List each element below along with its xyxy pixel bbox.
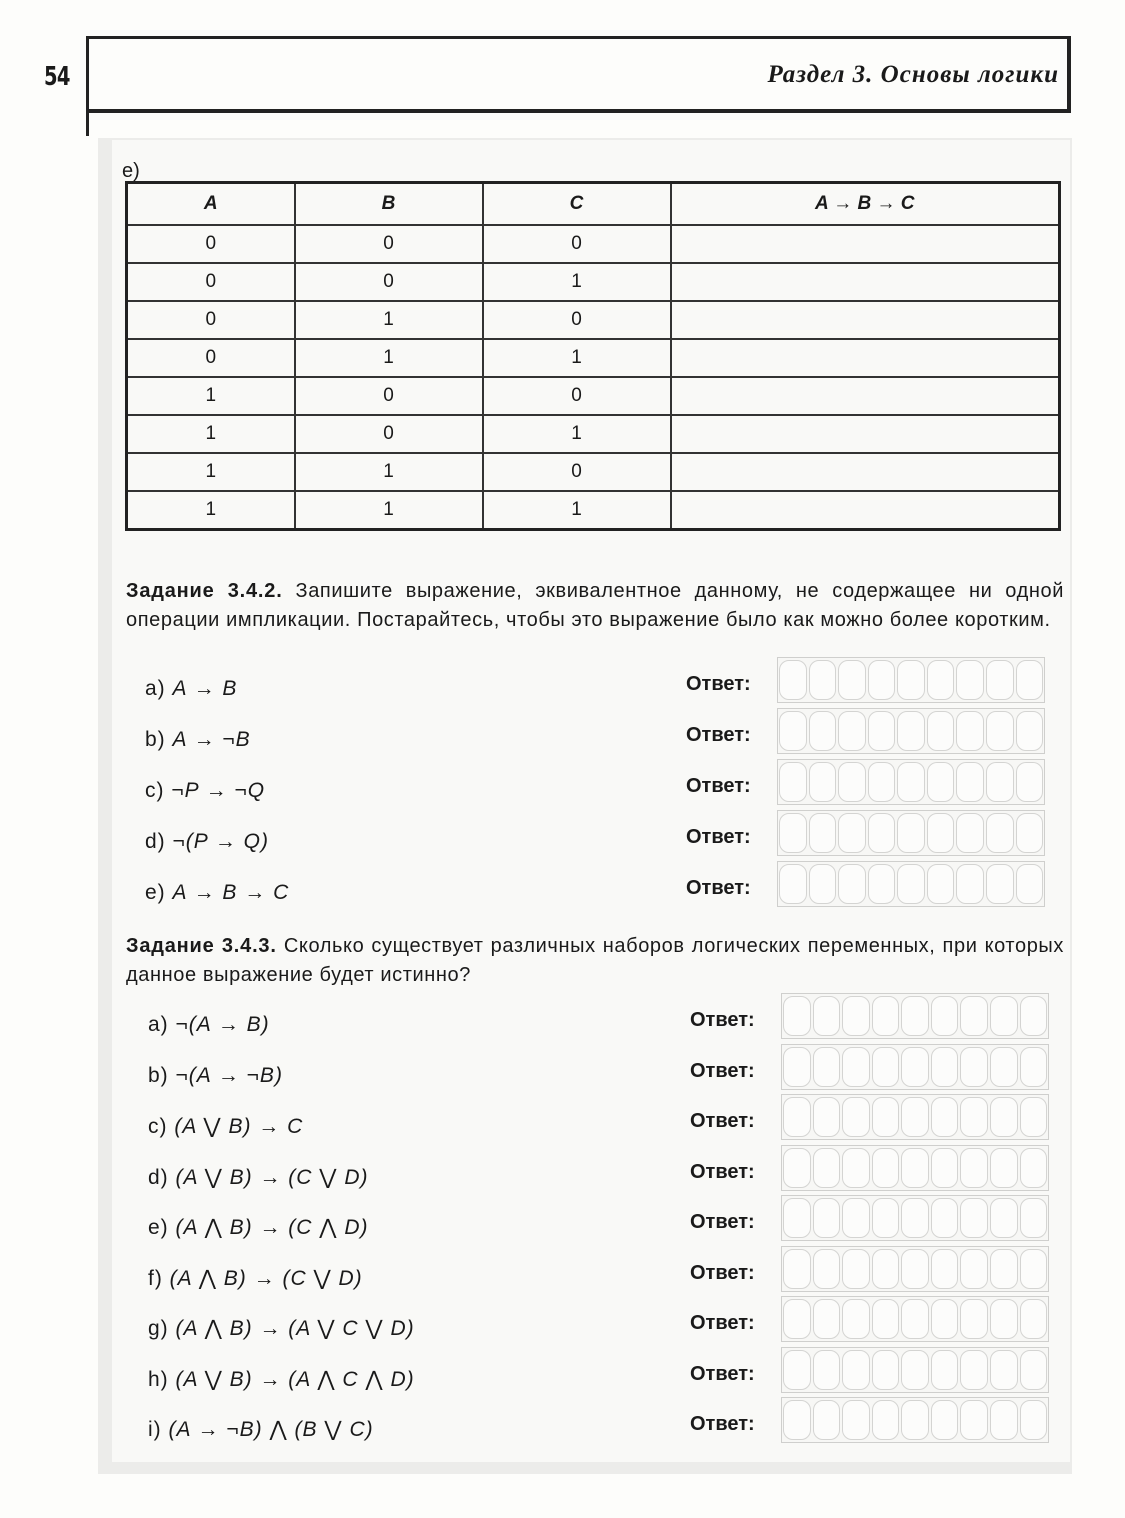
answer-cell[interactable]	[897, 660, 925, 700]
result-cell[interactable]	[671, 491, 1060, 530]
answer-cell[interactable]	[842, 996, 870, 1036]
answer-cell[interactable]	[931, 1148, 959, 1188]
answer-label: Ответ:	[690, 1009, 755, 1031]
answer-label: Ответ:	[686, 724, 751, 746]
task-title: Задание 3.4.3.	[126, 935, 277, 957]
task3-item	[148, 1165, 369, 1190]
answer-cell[interactable]	[960, 1097, 988, 1137]
answer-cell[interactable]	[927, 813, 955, 853]
item-expression: (A → ¬B) ⋀ (B ⋁ C)	[168, 1418, 374, 1441]
answer-label: Ответ:	[686, 673, 751, 695]
result-cell[interactable]	[671, 263, 1060, 301]
value-cell: 1	[295, 453, 483, 491]
answer-cell[interactable]	[1020, 1400, 1048, 1440]
answer-cell[interactable]	[901, 996, 929, 1036]
value-cell: 1	[127, 453, 295, 491]
answer-cell[interactable]	[1016, 660, 1044, 700]
answer-grid[interactable]	[781, 1246, 1049, 1292]
answer-label: Ответ:	[690, 1261, 755, 1284]
answer-grid[interactable]	[781, 993, 1049, 1039]
answer-cell[interactable]	[813, 1148, 841, 1188]
value-cell: 0	[127, 225, 295, 263]
task3-item	[148, 1417, 374, 1442]
table-row	[127, 225, 1060, 263]
answer-cell[interactable]	[986, 711, 1014, 751]
answer-cell[interactable]	[1020, 996, 1048, 1036]
answer-cell[interactable]	[990, 1350, 1018, 1390]
table-row	[127, 263, 1060, 301]
answer-cell[interactable]	[901, 1249, 929, 1289]
answer-cell[interactable]	[1020, 1299, 1048, 1339]
answer-cell[interactable]	[842, 1148, 870, 1188]
answer-label: Ответ:	[690, 1362, 755, 1385]
value-cell: 0	[127, 339, 295, 377]
value-cell: 1	[127, 415, 295, 453]
task2-item	[145, 677, 237, 701]
answer-label: Ответ:	[690, 1312, 755, 1334]
answer-cell[interactable]	[897, 864, 925, 904]
item-label: d)	[148, 1165, 176, 1189]
answer-label: Ответ:	[686, 826, 751, 848]
value-cell: 1	[483, 263, 671, 301]
answer-cell[interactable]	[990, 1047, 1018, 1087]
answer-cell[interactable]	[1020, 1249, 1048, 1289]
answer-grid[interactable]	[781, 1044, 1049, 1090]
answer-cell[interactable]	[872, 1097, 900, 1137]
answer-grid[interactable]	[777, 861, 1045, 907]
item-expression: (A ⋀ B) → (A ⋁ C ⋁ D)	[175, 1317, 415, 1340]
value-cell: 0	[483, 301, 671, 339]
answer-cell[interactable]	[813, 1249, 841, 1289]
value-cell: 0	[295, 225, 483, 263]
answer-cell[interactable]	[931, 1350, 959, 1390]
task2-item	[145, 779, 265, 803]
answer-cell[interactable]	[927, 864, 955, 904]
answer-cell[interactable]	[927, 660, 955, 700]
answer-cell[interactable]	[842, 1047, 870, 1087]
answer-cell[interactable]	[986, 660, 1014, 700]
item-expression: ¬(P → Q)	[172, 830, 269, 853]
answer-cell[interactable]	[990, 1198, 1018, 1238]
answer-cell[interactable]	[783, 1148, 811, 1188]
answer-cell[interactable]	[956, 813, 984, 853]
answer-cell[interactable]	[986, 813, 1014, 853]
result-cell[interactable]	[671, 415, 1060, 453]
table-row	[127, 377, 1060, 415]
result-cell[interactable]	[671, 225, 1060, 263]
header-b: B	[295, 183, 483, 226]
answer-cell[interactable]	[872, 1198, 900, 1238]
subtask-label: e)	[122, 160, 140, 182]
answer-cell[interactable]	[986, 864, 1014, 904]
item-expression: (A ⋁ B) → (A ⋀ C ⋀ D)	[175, 1367, 415, 1391]
value-cell: 0	[483, 225, 671, 263]
table-row	[127, 415, 1060, 453]
answer-cell[interactable]	[960, 1047, 988, 1087]
answer-cell[interactable]	[783, 1249, 811, 1289]
answer-cell[interactable]	[956, 711, 984, 751]
answer-cell[interactable]	[838, 711, 866, 751]
value-cell: 1	[483, 339, 671, 377]
answer-label: Ответ:	[686, 775, 751, 797]
value-cell: 1	[295, 491, 483, 530]
answer-cell[interactable]	[872, 996, 900, 1036]
answer-cell[interactable]	[927, 762, 955, 802]
answer-cell[interactable]	[1020, 1148, 1048, 1188]
answer-cell[interactable]	[783, 1400, 811, 1440]
item-label: d)	[145, 830, 173, 853]
answer-cell[interactable]	[960, 1350, 988, 1390]
answer-cell[interactable]	[990, 1299, 1018, 1339]
table-row	[127, 453, 1060, 491]
answer-cell[interactable]	[783, 1097, 811, 1137]
table-row	[127, 491, 1060, 530]
answer-cell[interactable]	[1020, 1198, 1048, 1238]
answer-cell[interactable]	[956, 660, 984, 700]
result-cell[interactable]	[671, 339, 1060, 377]
answer-cell[interactable]	[868, 660, 896, 700]
item-expression: (A ⋀ B) → (C ⋀ D)	[175, 1216, 369, 1239]
item-label: a)	[148, 1013, 176, 1036]
answer-cell[interactable]	[783, 996, 811, 1036]
answer-label: Ответ:	[690, 1059, 755, 1082]
header-c: C	[483, 183, 671, 226]
answer-cell[interactable]	[872, 1400, 900, 1440]
answer-cell[interactable]	[990, 1148, 1018, 1188]
answer-cell[interactable]	[779, 660, 807, 700]
value-cell: 1	[483, 491, 671, 530]
answer-cell[interactable]	[842, 1198, 870, 1238]
answer-cell[interactable]	[931, 1400, 959, 1440]
answer-cell[interactable]	[956, 864, 984, 904]
truth-table	[125, 181, 1061, 531]
answer-cell[interactable]	[931, 1097, 959, 1137]
answer-cell[interactable]	[813, 1299, 841, 1339]
answer-grid[interactable]	[777, 759, 1045, 805]
answer-cell[interactable]	[931, 1249, 959, 1289]
header-a: A	[127, 183, 295, 226]
truth-table-header	[127, 183, 1060, 226]
item-expression: A → B → C	[172, 881, 290, 904]
answer-cell[interactable]	[809, 660, 837, 700]
task3-item	[148, 1316, 415, 1341]
value-cell: 0	[127, 263, 295, 301]
answer-cell[interactable]	[813, 1198, 841, 1238]
answer-cell[interactable]	[783, 1350, 811, 1390]
answer-cell[interactable]	[872, 1299, 900, 1339]
answer-cell[interactable]	[868, 711, 896, 751]
answer-cell[interactable]	[1020, 1350, 1048, 1390]
item-label: e)	[148, 1216, 176, 1239]
result-cell[interactable]	[671, 301, 1060, 339]
answer-cell[interactable]	[813, 1400, 841, 1440]
answer-cell[interactable]	[956, 762, 984, 802]
item-expression: ¬(A → ¬B)	[175, 1063, 283, 1087]
answer-cell[interactable]	[868, 813, 896, 853]
answer-cell[interactable]	[872, 1148, 900, 1188]
answer-cell[interactable]	[960, 1299, 988, 1339]
answer-cell[interactable]	[931, 1198, 959, 1238]
answer-cell[interactable]	[897, 762, 925, 802]
task2-item	[145, 830, 269, 854]
answer-grid[interactable]	[781, 1296, 1049, 1342]
answer-grid[interactable]	[781, 1145, 1049, 1191]
answer-cell[interactable]	[842, 1350, 870, 1390]
answer-cell[interactable]	[990, 1400, 1018, 1440]
item-expression: A → B	[172, 677, 238, 700]
answer-grid[interactable]	[781, 1094, 1049, 1140]
answer-cell[interactable]	[901, 1148, 929, 1188]
answer-grid[interactable]	[781, 1397, 1049, 1443]
value-cell: 1	[295, 301, 483, 339]
item-label: i)	[148, 1418, 169, 1441]
answer-cell[interactable]	[960, 1249, 988, 1289]
item-expression: (A ⋁ B) → (C ⋁ D)	[175, 1165, 369, 1189]
answer-cell[interactable]	[901, 1400, 929, 1440]
answer-cell[interactable]	[779, 813, 807, 853]
task3-item	[148, 1215, 369, 1240]
answer-cell[interactable]	[990, 1097, 1018, 1137]
answer-cell[interactable]	[901, 1198, 929, 1238]
item-label: a)	[145, 677, 173, 700]
item-label: e)	[145, 881, 173, 904]
answer-cell[interactable]	[1016, 864, 1044, 904]
answer-cell[interactable]	[809, 813, 837, 853]
answer-cell[interactable]	[901, 1350, 929, 1390]
answer-grid[interactable]	[777, 708, 1045, 754]
value-cell: 0	[295, 377, 483, 415]
item-label: c)	[145, 779, 172, 802]
answer-cell[interactable]	[931, 996, 959, 1036]
answer-cell[interactable]	[838, 762, 866, 802]
answer-cell[interactable]	[842, 1299, 870, 1339]
answer-cell[interactable]	[838, 660, 866, 700]
answer-cell[interactable]	[842, 1400, 870, 1440]
answer-cell[interactable]	[813, 996, 841, 1036]
answer-cell[interactable]	[842, 1097, 870, 1137]
answer-cell[interactable]	[813, 1350, 841, 1390]
answer-cell[interactable]	[1020, 1097, 1048, 1137]
answer-cell[interactable]	[931, 1299, 959, 1339]
answer-cell[interactable]	[783, 1198, 811, 1238]
task3-item	[148, 1266, 363, 1291]
answer-label: Ответ:	[686, 877, 751, 899]
task-3-4-3	[126, 932, 1064, 990]
answer-cell[interactable]	[901, 1097, 929, 1137]
answer-cell[interactable]	[809, 864, 837, 904]
answer-cell[interactable]	[783, 1299, 811, 1339]
task3-item	[148, 1114, 303, 1139]
answer-cell[interactable]	[872, 1350, 900, 1390]
item-label: g)	[148, 1317, 176, 1340]
answer-cell[interactable]	[897, 813, 925, 853]
answer-grid[interactable]	[781, 1195, 1049, 1241]
task-text: Сколько существует различных наборов логических переменных, при которых данное выражение будет истинно?	[126, 935, 1064, 986]
answer-cell[interactable]	[868, 864, 896, 904]
answer-cell[interactable]	[1016, 813, 1044, 853]
answer-cell[interactable]	[813, 1047, 841, 1087]
section-title: Раздел 3. Основы логики	[767, 61, 1059, 88]
answer-cell[interactable]	[960, 996, 988, 1036]
answer-grid[interactable]	[777, 810, 1045, 856]
table-row	[127, 339, 1060, 377]
answer-cell[interactable]	[1016, 711, 1044, 751]
answer-grid[interactable]	[777, 657, 1045, 703]
page-number: 54	[44, 62, 70, 92]
item-expression: A → ¬B	[172, 728, 251, 751]
answer-cell[interactable]	[927, 711, 955, 751]
value-cell: 0	[483, 453, 671, 491]
value-cell: 1	[483, 415, 671, 453]
value-cell: 0	[295, 415, 483, 453]
answer-cell[interactable]	[1020, 1047, 1048, 1087]
value-cell: 1	[127, 377, 295, 415]
answer-cell[interactable]	[779, 762, 807, 802]
task2-item	[145, 881, 289, 905]
task-title: Задание 3.4.2.	[126, 580, 283, 602]
answer-cell[interactable]	[783, 1047, 811, 1087]
value-cell: 1	[127, 491, 295, 530]
answer-cell[interactable]	[779, 711, 807, 751]
item-label: f)	[148, 1266, 170, 1290]
answer-label: Ответ:	[690, 1413, 755, 1435]
value-cell: 1	[295, 339, 483, 377]
answer-cell[interactable]	[986, 762, 1014, 802]
result-cell[interactable]	[671, 377, 1060, 415]
answer-cell[interactable]	[960, 1148, 988, 1188]
answer-cell[interactable]	[931, 1047, 959, 1087]
header-divider	[86, 108, 89, 136]
item-label: h)	[148, 1367, 176, 1391]
answer-cell[interactable]	[838, 864, 866, 904]
answer-label: Ответ:	[690, 1160, 755, 1183]
item-label: c)	[148, 1115, 175, 1138]
result-cell[interactable]	[671, 453, 1060, 491]
answer-grid[interactable]	[781, 1347, 1049, 1393]
table-row	[127, 301, 1060, 339]
header-result: A → B → C	[671, 183, 1060, 226]
task-3-4-2	[126, 577, 1064, 635]
answer-cell[interactable]	[960, 1400, 988, 1440]
answer-cell[interactable]	[809, 762, 837, 802]
answer-cell[interactable]	[990, 996, 1018, 1036]
answer-cell[interactable]	[990, 1249, 1018, 1289]
answer-cell[interactable]	[960, 1198, 988, 1238]
answer-cell[interactable]	[872, 1047, 900, 1087]
answer-cell[interactable]	[779, 864, 807, 904]
value-cell: 0	[295, 263, 483, 301]
task3-item	[148, 1367, 415, 1392]
task3-item	[148, 1013, 270, 1037]
item-expression: (A ⋀ B) → (C ⋁ D)	[169, 1266, 363, 1290]
answer-cell[interactable]	[1016, 762, 1044, 802]
answer-label: Ответ:	[690, 1110, 755, 1132]
task-text: Запишите выражение, эквивалентное данному, не содержащее ни одной операции импликации. Постарайтесь, чтобы это выражение было как можно более коротким.	[126, 580, 1064, 631]
answer-cell[interactable]	[872, 1249, 900, 1289]
task2-item	[145, 728, 251, 752]
answer-cell[interactable]	[868, 762, 896, 802]
section-header	[86, 36, 1071, 113]
item-label: b)	[148, 1063, 176, 1087]
task3-item	[148, 1064, 283, 1088]
answer-cell[interactable]	[842, 1249, 870, 1289]
answer-cell[interactable]	[901, 1299, 929, 1339]
answer-cell[interactable]	[813, 1097, 841, 1137]
item-label: b)	[145, 728, 173, 751]
answer-label: Ответ:	[690, 1211, 755, 1233]
answer-cell[interactable]	[901, 1047, 929, 1087]
item-expression: ¬P → ¬Q	[171, 779, 266, 802]
answer-cell[interactable]	[809, 711, 837, 751]
item-expression: ¬(A → B)	[175, 1013, 270, 1036]
value-cell: 0	[127, 301, 295, 339]
item-expression: (A ⋁ B) → C	[174, 1115, 304, 1138]
value-cell: 0	[483, 377, 671, 415]
answer-cell[interactable]	[897, 711, 925, 751]
answer-cell[interactable]	[838, 813, 866, 853]
